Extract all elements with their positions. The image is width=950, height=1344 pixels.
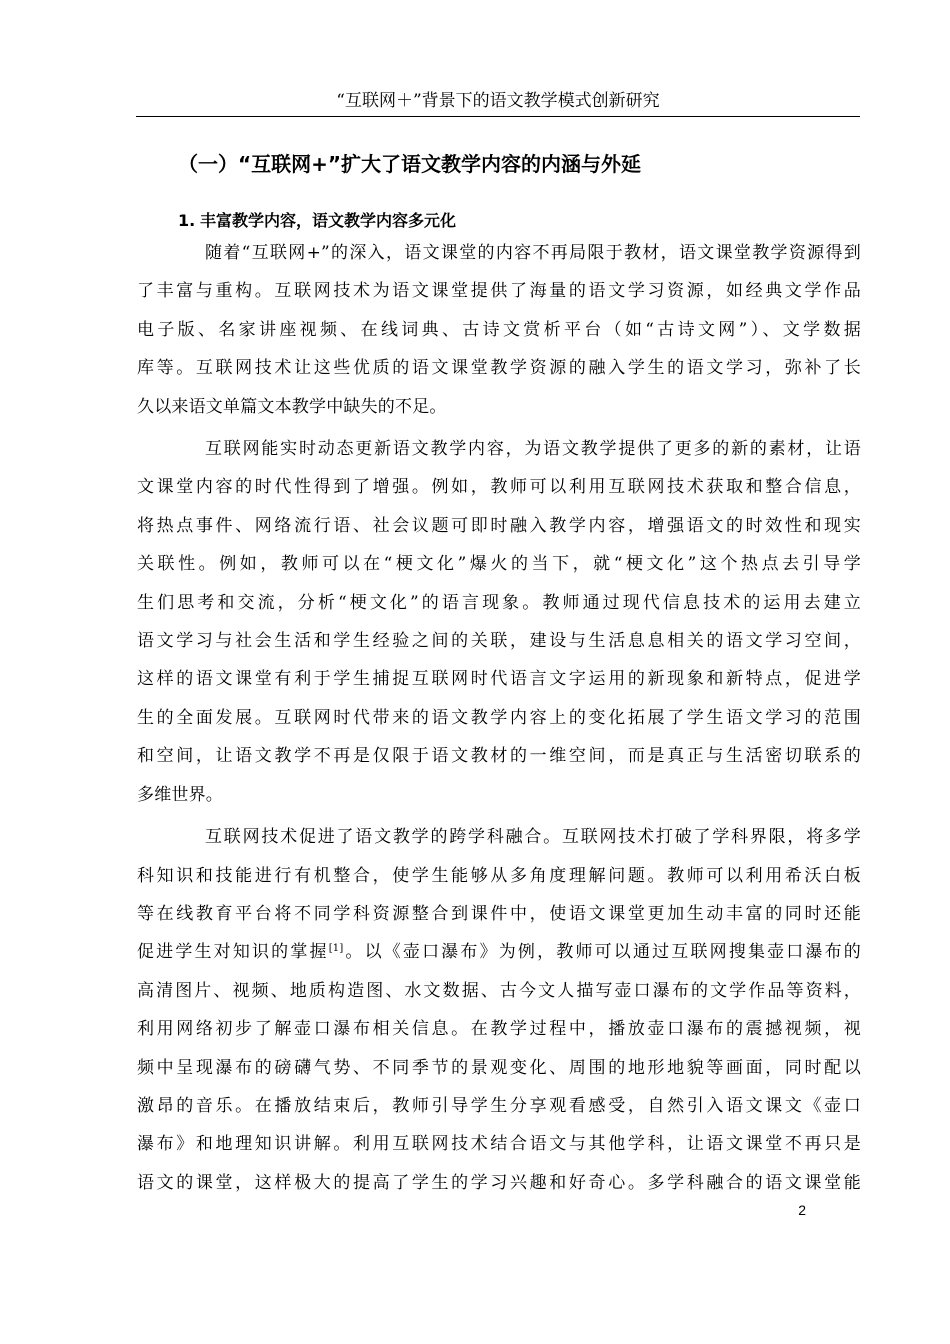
paragraph-line: 语文的课堂，这样极大的提高了学生的学习兴趣和好奇心。多学科融合的语文课堂能 [137,1172,861,1193]
paragraph-line: 了丰富与重构。互联网技术为语文课堂提供了海量的语文学习资源，如经典文学作品 [137,281,861,302]
paragraph-line: 互联网能实时动态更新语文教学内容，为语文教学提供了更多的新的素材，让语 [205,439,861,460]
paragraph-line: 利用网络初步了解壶口瀑布相关信息。在教学过程中，播放壶口瀑布的震撼视频，视 [137,1019,861,1040]
paragraph-line: 语文学习与社会生活和学生经验之间的关联，建设与生活息息相关的语文学习空间， [137,631,861,652]
sub-heading [178,209,456,233]
paragraph-line: 多维世界。 [137,784,223,805]
paragraph-line: 科知识和技能进行有机整合，使学生能够从多角度理解问题。教师可以利用希沃白板 [137,865,861,886]
paragraph-line: 互联网技术促进了语文教学的跨学科融合。互联网技术打破了学科界限，将多学 [205,827,861,848]
sub-heading-number: 1. [178,211,196,230]
paragraph-3 [137,818,861,1202]
citation-mark[interactable]: [1] [328,943,344,955]
sub-heading-text: 丰富教学内容，语文教学内容多元化 [200,211,457,230]
paragraph-line: 生的全面发展。互联网时代带来的语文教学内容上的变化拓展了学生语文学习的范围 [137,707,861,728]
paragraph-line: 频中呈现瀑布的磅礴气势、不同季节的景观变化、周围的地形地貌等画面，同时配以 [137,1057,861,1078]
running-header [136,90,860,117]
paragraph-line-with-citation [137,933,861,971]
paragraph-line: 激昂的音乐。在播放结束后，教师引导学生分享观看感受，自然引入语文课文《壶口 [137,1095,861,1116]
paragraph-line: 高清图片、视频、地质构造图、水文数据、古今文人描写壶口瀑布的文学作品等资料， [137,980,861,1001]
section-heading: （一）“互联网+”扩大了语文教学内容的内涵与外延 [178,152,642,176]
paragraph-line: 电子版、名家讲座视频、在线词典、古诗文赏析平台（如“古诗文网”）、文学数据 [137,319,861,340]
paragraph-1 [137,234,861,426]
running-title: “互联网＋”背景下的语文教学模式创新研究 [336,91,660,111]
page-number: 2 [798,1202,806,1218]
paragraph-line: 瀑布》和地理知识讲解。利用互联网技术结合语文与其他学科，让语文课堂不再只是 [137,1134,861,1155]
paragraph-2 [137,430,861,814]
paragraph-line: 生们思考和交流，分析“梗文化”的语言现象。教师通过现代信息技术的运用去建立 [137,592,861,613]
paragraph-line: 久以来语文单篇文本教学中缺失的不足。 [137,396,447,417]
paragraph-line: 库等。互联网技术让这些优质的语文课堂教学资源的融入学生的语文学习，弥补了长 [137,358,861,379]
paragraph-line: 关联性。例如，教师可以在“梗文化”爆火的当下，就“梗文化”这个热点去引导学 [137,554,861,575]
paragraph-line: 等在线教育平台将不同学科资源整合到课件中，使语文课堂更加生动丰富的同时还能 [137,903,861,924]
body-text [137,234,861,1202]
paragraph-line: 和空间，让语文教学不再是仅限于语文教材的一维空间，而是真正与生活密切联系的 [137,746,861,767]
paragraph-line: 文课堂内容的时代性得到了增强。例如，教师可以利用互联网技术获取和整合信息， [137,477,861,498]
citation-text-before: 促进学生对知识的掌握 [137,942,329,963]
paragraph-line: 随着“互联网+”的深入，语文课堂的内容不再局限于教材，语文课堂教学资源得到 [205,243,861,263]
paragraph-line: 将热点事件、网络流行语、社会议题可即时融入教学内容，增强语文的时效性和现实 [137,515,861,536]
citation-text-after: 。以《壶口瀑布》为例，教师可以通过互联网搜集壶口瀑布的 [343,942,861,963]
paragraph-line: 这样的语文课堂有利于学生捕捉互联网时代语言文字运用的新现象和新特点，促进学 [137,669,861,690]
